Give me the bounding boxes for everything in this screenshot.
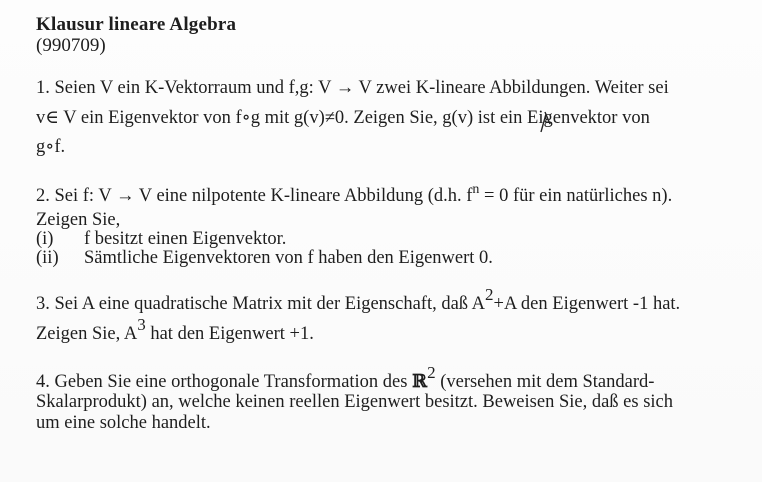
problem-3-line-1-b: +A den Eigenwert -1 hat. — [493, 294, 681, 314]
problem-4-line-1-b: (versehen mit dem Standard- — [435, 372, 655, 392]
problem-1-line-3: g∘f. — [36, 137, 66, 157]
problem-4-line-2: Skalarprodukt) an, welche keinen reellen Eigenwert besitzt. Beweisen Sie, daß es sich — [36, 392, 674, 412]
problem-2-line-2: Zeigen Sie, — [36, 210, 121, 230]
problem-4-line-3: um eine solche handelt. — [36, 413, 211, 433]
problem-2-line-1 — [36, 182, 673, 207]
pen-correction-mark — [538, 110, 552, 134]
problem-2-superscript-n: n — [472, 182, 480, 197]
problem-2-item-ii-label: (ii) — [36, 248, 59, 268]
problem-4-line-1-a: 4. Geben Sie eine orthogonale Transformation des — [36, 372, 413, 392]
problem-2-item-ii — [36, 248, 493, 269]
problem-3-superscript-2: 2 — [485, 285, 494, 304]
problem-3-line-1 — [36, 285, 681, 315]
problem-3-line-1-a: 3. Sei A eine quadratische Matrix mit der Eigenschaft, daß A — [36, 294, 486, 314]
problem-2-item-ii-text: Sämtliche Eigenvektoren von f haben den Eigenwert 0. — [84, 248, 493, 268]
problem-2-item-i-label: (i) — [36, 229, 54, 249]
exam-title: Klausur lineare Algebra — [36, 14, 237, 35]
problem-3-superscript-3: 3 — [137, 315, 146, 334]
problem-2-item-i-text: f besitzt einen Eigenvektor. — [84, 229, 287, 249]
problem-4-superscript-2: 2 — [427, 363, 436, 382]
problem-3-line-2-a: Zeigen Sie, A — [36, 324, 138, 344]
exam-date: (990709) — [36, 35, 106, 56]
problem-1-line-1: 1. Seien V ein K-Vektorraum und f,g: V → V zwei K-lineare Abbildungen. Weiter sei — [36, 78, 669, 98]
problem-2-item-i — [36, 229, 286, 250]
problem-3-line-2-b: hat den Eigenwert +1. — [145, 324, 314, 344]
problem-2-line-1-b: = 0 für ein natürliches n). — [479, 186, 673, 206]
problem-2-line-1-a: 2. Sei f: V → V eine nilpotente K-lineare Abbildung (d.h. f — [36, 186, 473, 206]
real-numbers-symbol: ℝ — [412, 371, 428, 392]
problem-1-line-2: v∈ V ein Eigenvektor von f∘g mit g(v)≠0. Zeigen Sie, g(v) ist ein Eigenvektor von — [36, 108, 650, 128]
problem-3-line-2 — [36, 315, 314, 345]
problem-4-line-1 — [36, 363, 655, 393]
